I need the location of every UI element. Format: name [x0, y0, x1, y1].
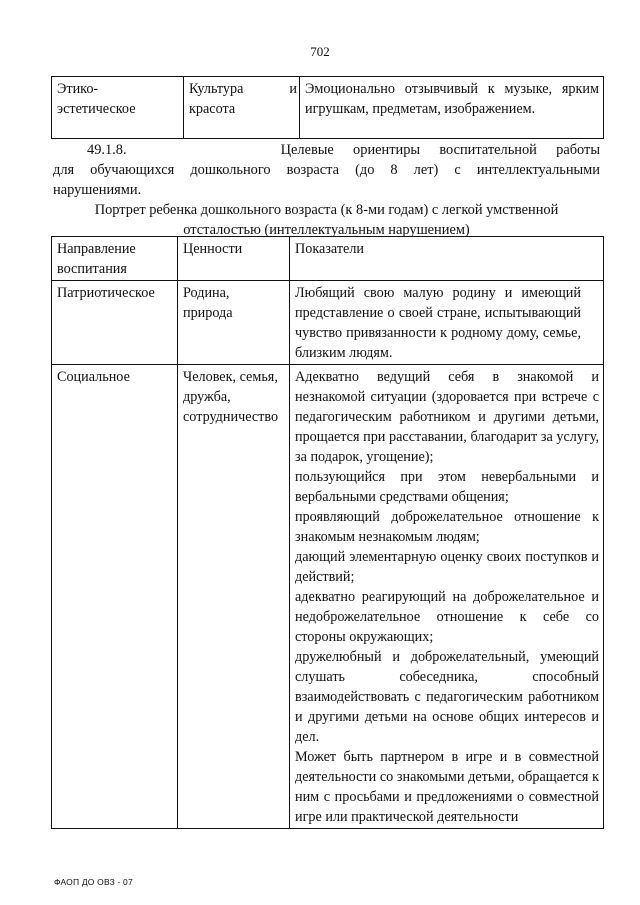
section-line-1-text: Целевые ориентиры воспитательной работы: [280, 142, 601, 158]
indicators-cell: Эмоционально отзывчивый к музыке, ярким игрушкам, предметам, изображением.: [300, 77, 604, 139]
portrait-title: [53, 200, 600, 240]
row-patriotic-values: Родина, природа: [178, 281, 290, 365]
main-table: [51, 236, 604, 829]
indicator-item: проявляющий доброжелательное отношение к знакомым незнакомым людям;: [295, 509, 599, 545]
indicator-item: адекватно реагирующий на доброжелательное и недоброжелательное отношение к себе со стороны окружающих;: [295, 589, 599, 645]
row-social-values: Человек, семья, дружба, сотрудничество: [178, 365, 290, 829]
indicator-item: Адекватно ведущий себя в знакомой и незнакомой ситуации (здоровается при встрече с педагогическим работником и другими детьми, прощается при расставании, благодарит за услугу, за подарок, угощение);: [295, 369, 599, 465]
footer-doc-code: ФАОП ДО ОВЗ - 07: [54, 877, 133, 887]
table-row: [52, 281, 604, 365]
header-direction: Направление воспитания: [52, 237, 178, 281]
table-row: [52, 365, 604, 829]
header-values: Ценности: [178, 237, 290, 281]
indicator-item: дружелюбный и доброжелательный, умеющий слушать собеседника, способный взаимодействовать с педагогическим работником и другими детьми на основе общих интересов и дел.: [295, 649, 599, 745]
indicator-item: Любящий свою малую родину и имеющий представление о своей стране, испытывающий чувство привязанности к родному дому, семье, близким людям.: [295, 285, 581, 361]
values-cell: Культура и красота: [184, 77, 300, 139]
row-social-indicators: [290, 365, 604, 829]
portrait-title-line-2: отсталостью (интеллектуальным нарушением): [183, 222, 470, 238]
section-line-1: [53, 140, 600, 160]
section-number: 49.1.8.: [87, 142, 127, 158]
portrait-title-line-1: Портрет ребенка дошкольного возраста (к 8-ми годам) с легкой умственной: [94, 202, 559, 218]
indicator-item: пользующийся при этом невербальными и вербальными средствами общения;: [295, 469, 599, 505]
table-row: [52, 77, 604, 139]
row-social-direction: Социальное: [52, 365, 178, 829]
row-patriotic-indicators: [290, 281, 604, 365]
row-patriotic-direction: Патриотическое: [52, 281, 178, 365]
top-table: [51, 76, 604, 139]
indicator-item: дающий элементарную оценку своих поступков и действий;: [295, 549, 599, 585]
table-header-row: [52, 237, 604, 281]
page-number: 702: [310, 44, 330, 59]
section-line-2: для обучающихся дошкольного возраста (до 8 лет) с интеллектуальными: [53, 162, 600, 178]
header-indicators: Показатели: [290, 237, 604, 281]
section-paragraph: [53, 140, 600, 200]
indicator-item: Может быть партнером в игре и в совместной деятельности со знакомыми детьми, обращается к ним с просьбами и предложениями о совместной игре или практической деятельности: [295, 749, 599, 825]
section-line-3: нарушениями.: [53, 182, 142, 198]
direction-cell: Этико-эстетическое: [52, 77, 184, 139]
